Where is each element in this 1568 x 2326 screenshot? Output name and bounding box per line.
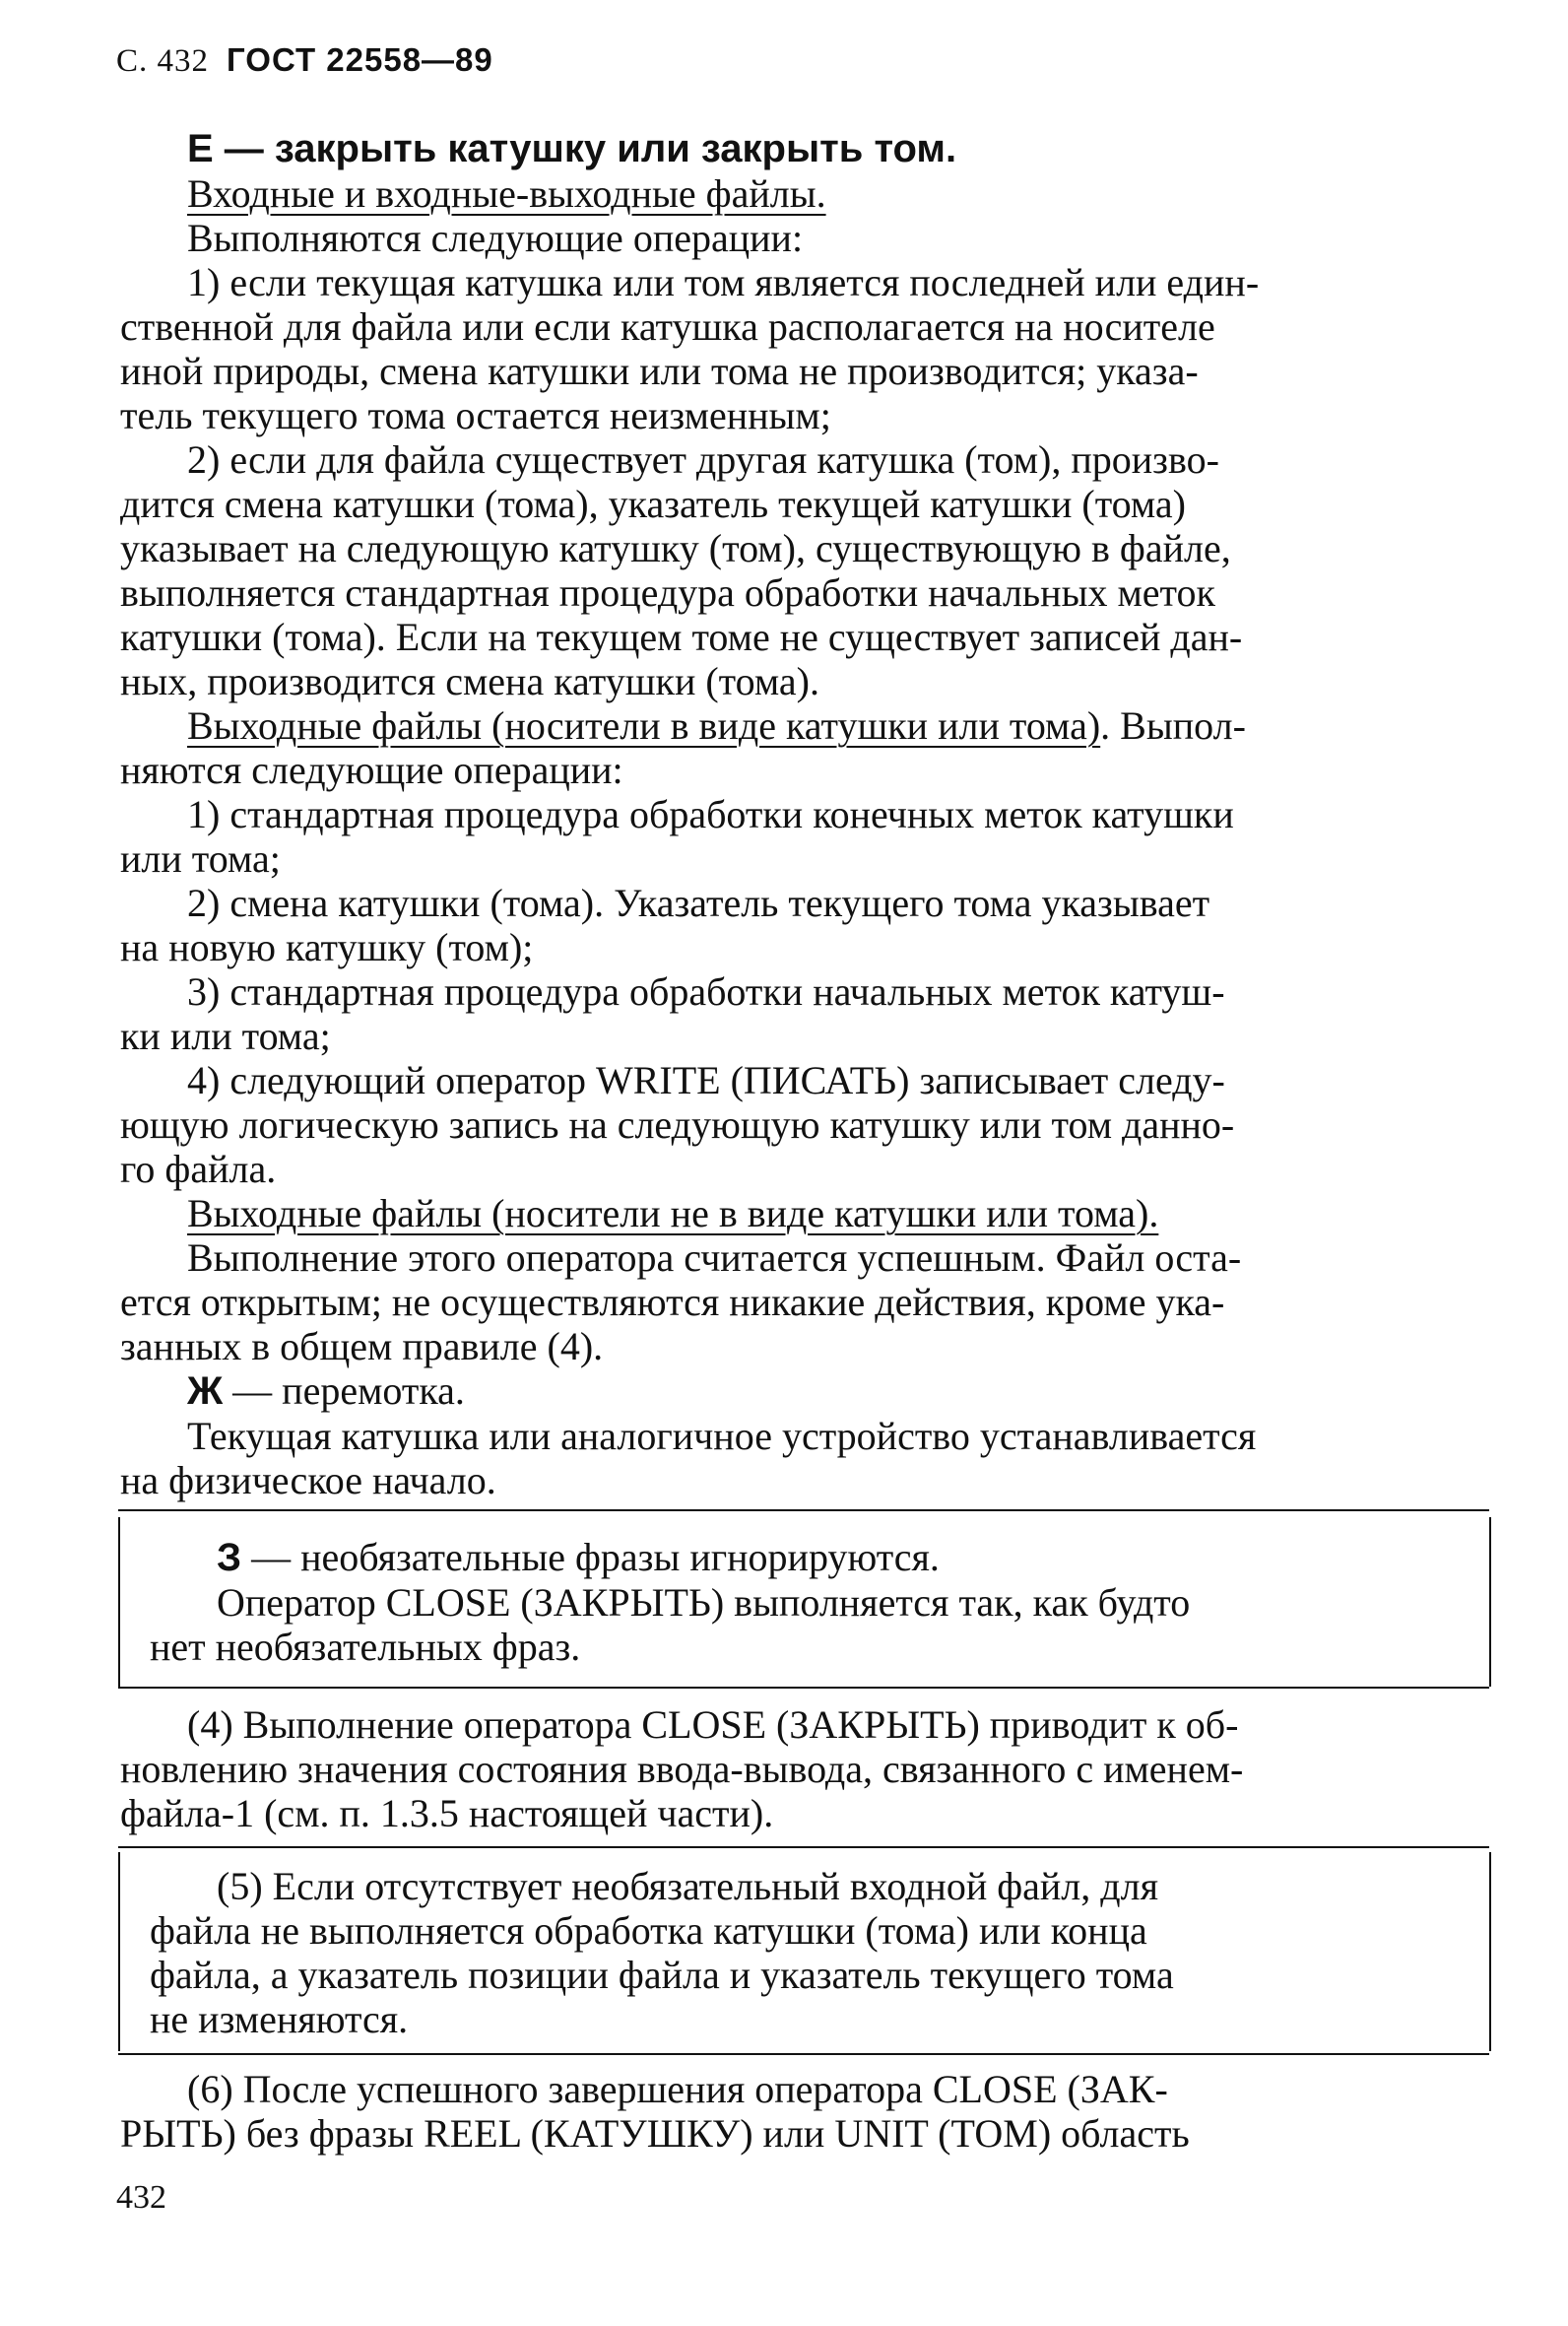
ops-intro: Выполняются следующие операции: (187, 216, 804, 260)
rule-4: (4) Выполнение оператора CLOSE (ЗАКРЫТЬ) приводит к об- новлению значения состояния ввода-вывода, связанного с именем- файла-1 (см. п. 1.3.5 настоящей части). (120, 1702, 1244, 1835)
section-z: З — необязательные фразы игнорируются. Оператор CLOSE (ЗАКРЫТЬ) выполняется так, как будто нет необязательных фраз. (150, 1535, 1191, 1669)
nonreel-text: Выполнение этого оператора считается успешным. Файл оста- ется открытым; не осуществляются никакие действия, кроме ука- занных в общем правиле (4). (120, 1235, 1242, 1368)
section-zh-title: Ж — перемотка. (187, 1368, 465, 1413)
section-zh-text: Текущая катушка или аналогичное устройство устанавливается на физическое начало. (120, 1414, 1257, 1502)
item-2: 2) если для файла существует другая катушка (том), произво- дится смена катушки (тома), указатель текущей катушки (тома) указывает на следующую катушку (том), существующую в файле, выполняется стандартная процедура обработки начальных меток катушки (тома). Если на текущем томе не существует записей дан- ных, производится смена катушки (тома). (120, 437, 1243, 703)
subhead-input-files: Входные и входные-выходные файлы. (187, 171, 826, 216)
section-e (120, 126, 1479, 1502)
divider-rule (118, 2053, 1489, 2055)
rule-5: (5) Если отсутствует необязательный входной файл, для файла не выполняется обработка катушки (тома) или конца файла, а указатель позиции файла и указатель текущего тома не изменяются. (150, 1864, 1174, 2041)
divider-rule (118, 1509, 1489, 1511)
page-ref: С. 432 (116, 43, 210, 79)
out-item-1: 1) стандартная процедура обработки конечных меток катушки или тома; (120, 792, 1234, 881)
boxed-note-5 (118, 1852, 1491, 2051)
output-files-subhead: Выходные файлы (носители в виде катушки или тома). Выпол- (187, 703, 1246, 748)
page-header (116, 41, 493, 80)
item-1: 1) если текущая катушка или том является последней или един- ственной для файла или если катушка располагается на носителе иной природы, смена катушки или тома не производится; указа- тель текущего тома остается неизменным; (120, 260, 1260, 437)
standard-number: ГОСТ 22558—89 (227, 41, 493, 78)
page-number: 432 (116, 2179, 166, 2216)
out-item-4: 4) следующий оператор WRITE (ПИСАТЬ) записывает следу- ющую логическую запись на следующую катушку или том данно- го файла. (120, 1058, 1235, 1191)
out-item-2: 2) смена катушки (тома). Указатель текущего тома указывает на новую катушку (том); (120, 881, 1210, 969)
divider-rule (118, 1846, 1489, 1848)
output-ops-intro: няются следующие операции: (120, 748, 623, 792)
nonreel-subhead: Выходные файлы (носители не в виде катушки или тома). (187, 1191, 1159, 1235)
boxed-note-z (118, 1517, 1491, 1687)
divider-rule (118, 1687, 1489, 1689)
section-e-title: Е — закрыть катушку или закрыть том. (187, 127, 957, 170)
out-item-3: 3) стандартная процедура обработки начальных меток катуш- ки или тома; (120, 969, 1225, 1058)
rule-6: (6) После успешного завершения оператора CLOSE (ЗАК- РЫТЬ) без фразы REEL (КАТУШКУ) или UNIT (ТОМ) область (120, 2067, 1190, 2156)
